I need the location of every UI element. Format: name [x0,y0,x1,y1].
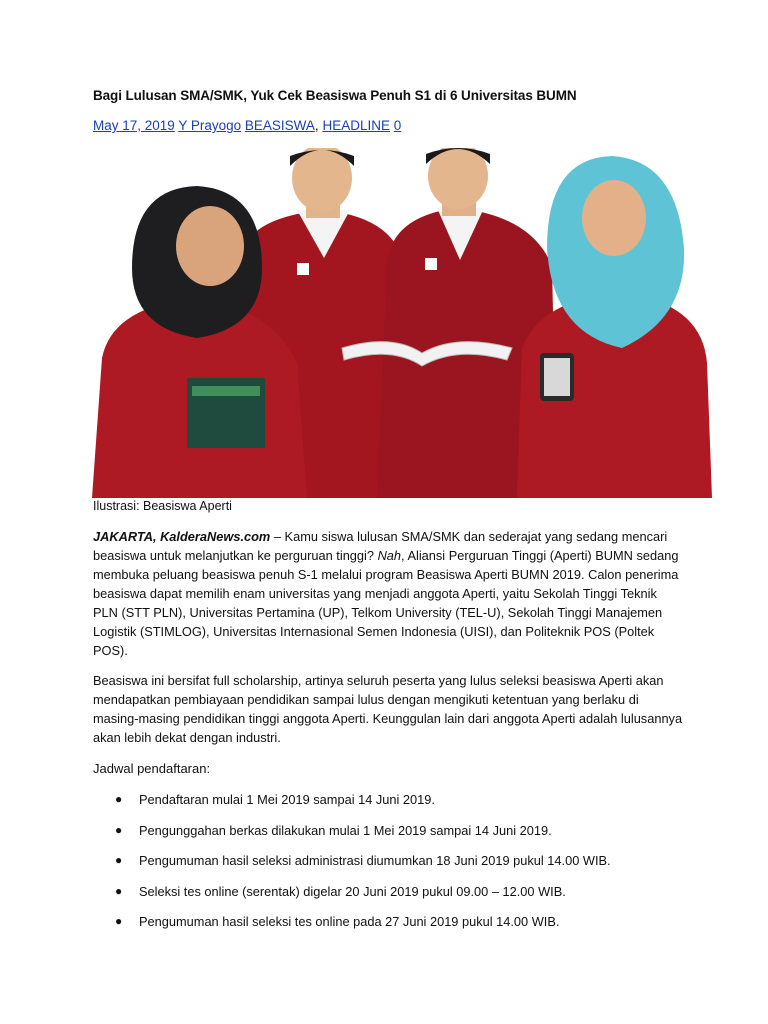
list-item: ● Seleksi tes online (serentak) digelar 20 Juni 2019 pukul 09.00 – 12.00 WIB. [115,883,566,899]
article-title: Bagi Lulusan SMA/SMK, Yuk Cek Beasiswa Penuh S1 di 6 Universitas BUMN [93,88,577,103]
paragraph-intro: JAKARTA, KalderaNews.com – Kamu siswa lulusan SMA/SMK dan sederajat yang sedang mencari beasiswa untuk melanjutkan ke perguruan tinggi? Nah, Aliansi Perguruan Tinggi (Aperti) BUMN sedang membuka peluang beasiswa penuh S-1 melalui program Beasiswa Aperti BUMN 2019. Calon penerima beasiswa dapat memilih enam universitas yang menjadi anggota Aperti, yaitu Sekolah Tinggi Teknik PLN (STT PLN), Universitas Pertamina (UP), Telkom University (TEL-U), Sekolah Tinggi Manajemen Logistik (STIMLOG), Universitas Internasional Semen Indonesia (UISI), dan Politeknik POS (Poltek POS). [93,529,679,658]
schedule-list [93,790,693,943]
list-item: ● Pengumuman hasil seleksi tes online pada 27 Juni 2019 pukul 14.00 WIB. [115,914,560,929]
article-meta [93,118,401,133]
list-item: ● Pengunggahan berkas dilakukan mulai 1 Mei 2019 sampai 14 Juni 2019. [115,822,552,838]
category-separator: , [314,118,319,133]
bullet-icon: ● [115,914,123,928]
comments-count-link[interactable]: 0 [393,118,402,133]
article-photo [92,148,712,498]
bullet-icon: ● [115,853,123,867]
bullet-icon: ● [115,792,123,806]
bullet-icon: ● [115,822,123,837]
list-item: ● Pendaftaran mulai 1 Mei 2019 sampai 14 Juni 2019. [115,792,435,807]
student-female-right [517,156,712,498]
list-item: ● Pengumuman hasil seleksi administrasi diumumkan 18 Juni 2019 pukul 14.00 WIB. [115,853,611,868]
photo-caption: Ilustrasi: Beasiswa Aperti [93,499,232,513]
category-headline-link[interactable]: HEADLINE [322,118,390,133]
category-beasiswa-link[interactable]: BEASISWA [244,118,315,133]
source-label: JAKARTA, KalderaNews.com [93,529,271,544]
bullet-icon: ● [115,883,123,898]
paragraph-scholarship: Beasiswa ini bersifat full scholarship, artinya seluruh peserta yang lulus seleksi beasiswa Aperti akan mendapatkan pembiayaan pendidikan sampai lulus dengan mengikuti ketentuan yang berlaku di masing-masing pendidikan tinggi anggota Aperti. Keunggulan lain dari anggota Aperti adalah lulusannya akan lebih dekat dengan industri. [93,673,683,745]
author-link[interactable]: Y Prayogo [178,118,242,133]
post-date-link[interactable]: May 17, 2019 [93,118,175,133]
schedule-heading: Jadwal pendaftaran: [93,761,211,776]
